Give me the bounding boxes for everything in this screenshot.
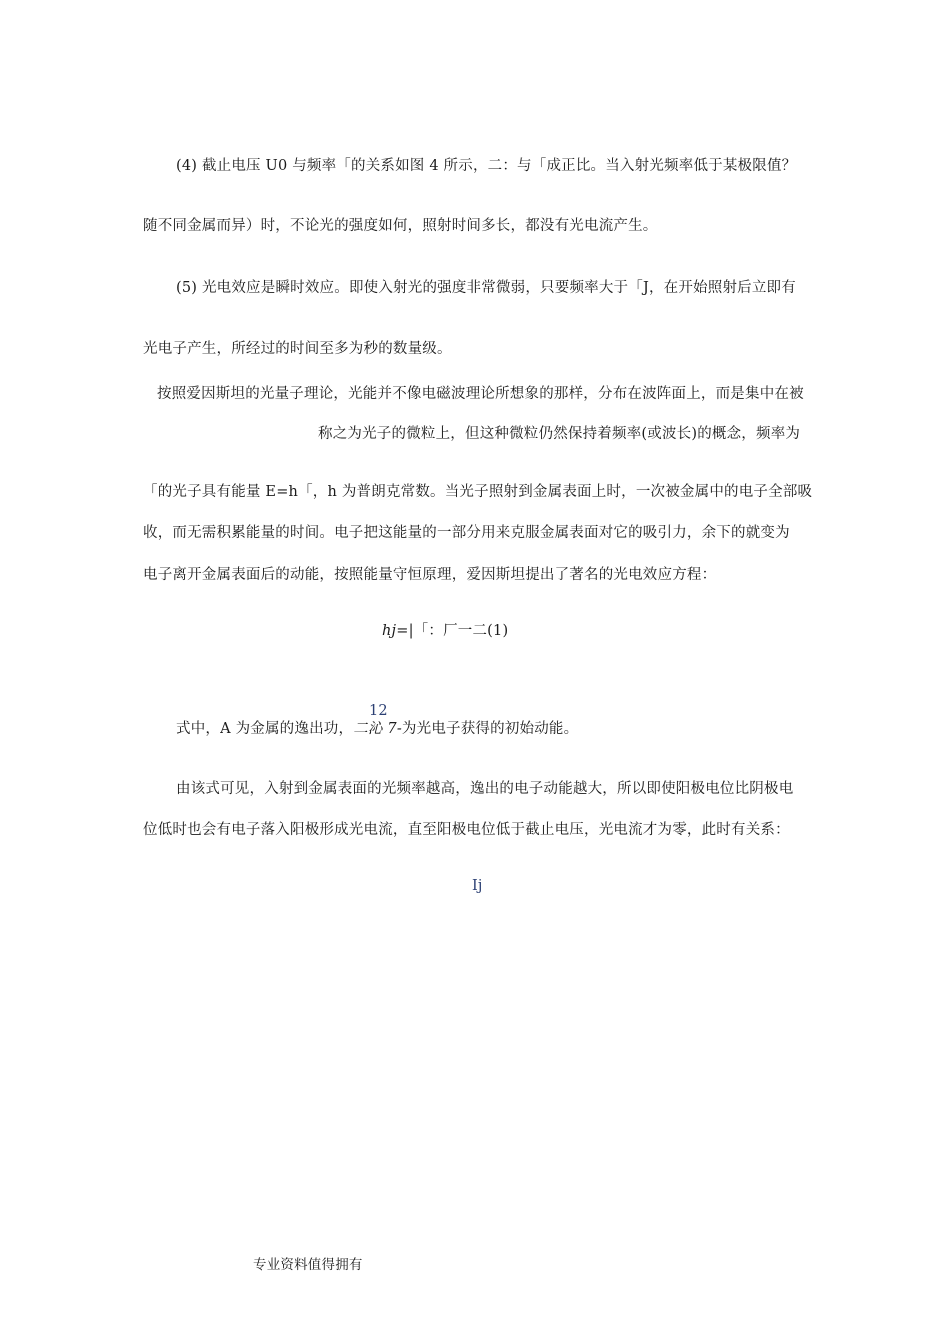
paragraph-5-line-2: 光电子产生，所经过的时间至多为秒的数量级。 — [143, 341, 452, 357]
paragraph-4-line-2: 随不同金属而异）时，不论光的强度如何，照射时间多长，都没有光电流产生。 — [143, 218, 658, 234]
paragraph-5-line-1: (5) 光电效应是瞬时效应。即使入射光的强度非常微弱，只要频率大于「J，在开始照射后立即有 — [176, 280, 796, 296]
conclusion-line-2: 位低时也会有电子落入阳极形成光电流，直至阳极电位低于截止电压，光电流才为零，此时有关系： — [143, 822, 790, 838]
einstein-line-5: 电子离开金属表面后的动能，按照能量守恒原理，爱因斯坦提出了著名的光电效应方程： — [143, 567, 717, 583]
equation-lhs: hj — [382, 623, 397, 639]
relation-fragment: Ij — [472, 878, 483, 894]
definition-line — [176, 720, 578, 738]
fraction-numerator: 12 — [369, 703, 388, 719]
photoelectric-equation — [382, 622, 508, 640]
einstein-line-1: 按照爱因斯坦的光量子理论，光能并不像电磁波理论所想象的那样，分布在波阵面上，而是集中在被 — [157, 386, 804, 402]
einstein-line-2: 称之为光子的微粒上，但这种微粒仍然保持着频率(或波长)的概念，频率为 — [318, 426, 801, 442]
paragraph-4-line-1: (4) 截止电压 U0 与频率「的关系如图 4 所示，二：与「成正比。当入射光频率低于某极限值？ — [176, 158, 797, 174]
equation-rhs: =|「：厂一二(1) — [396, 623, 509, 639]
definition-italic-term: 二沁 7- — [353, 721, 402, 737]
definition-prefix: 式中，A 为金属的逸出功， — [176, 721, 354, 737]
einstein-line-4: 收，而无需积累能量的时间。电子把这能量的一部分用来克服金属表面对它的吸引力，余下的就变为 — [143, 525, 790, 541]
conclusion-line-1: 由该式可见，入射到金属表面的光频率越高，逸出的电子动能越大，所以即使阳极电位比阴极电 — [176, 781, 794, 797]
page-footer: 专业资料值得拥有 — [253, 1257, 363, 1273]
einstein-line-3: 「的光子具有能量 E=h「，h 为普朗克常数。当光子照射到金属表面上时，一次被金属中的电子全部吸 — [143, 484, 813, 500]
definition-suffix: 为光电子获得的初始动能。 — [401, 721, 579, 737]
